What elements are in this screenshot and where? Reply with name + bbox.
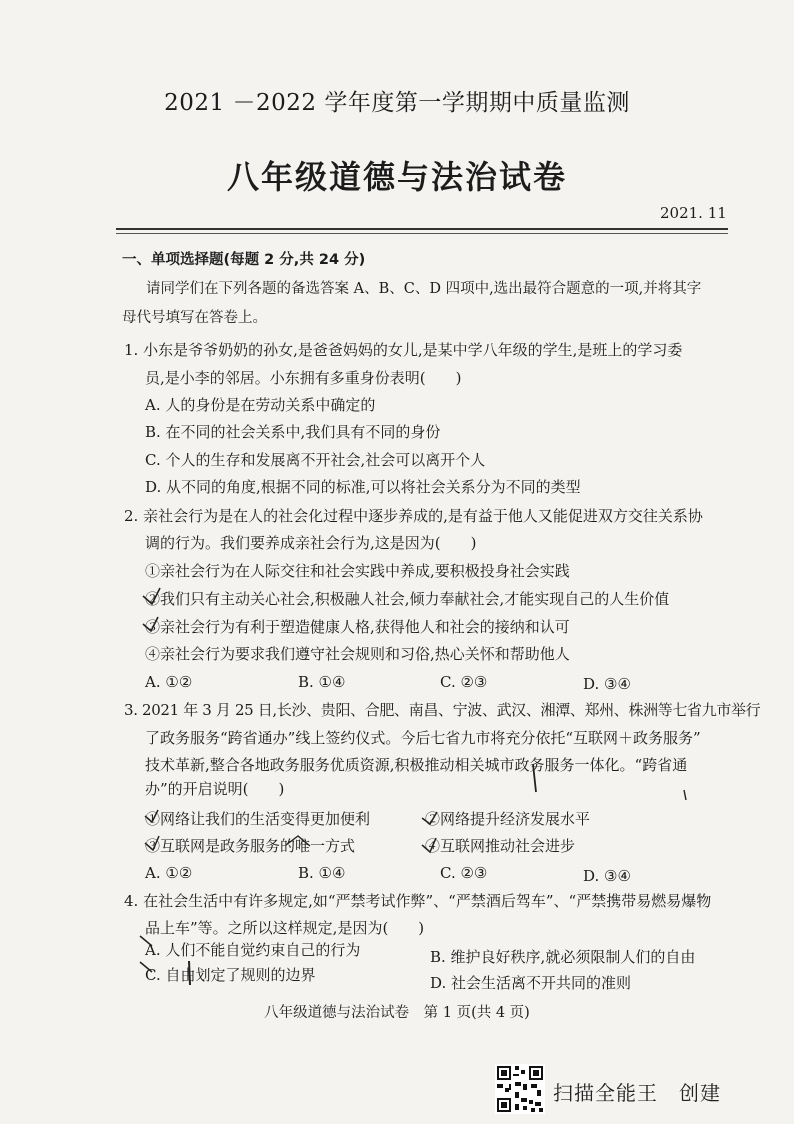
q2-stem-line-2: 调的行为。我们要养成亲社会行为,这是因为( ) xyxy=(145,534,477,552)
q2-option-b: B. ①④ xyxy=(298,673,346,691)
section-heading: 一、单项选择题(每题 2 分,共 24 分) xyxy=(122,252,366,268)
q2-statement-4: ④亲社会行为要求我们遵守社会规则和习俗,热心关怀和帮助他人 xyxy=(145,645,570,663)
q3-statement-3: ③互联网是政务服务的唯一方式 xyxy=(145,837,356,855)
q4-option-d: D. 社会生活离不开共同的准则 xyxy=(430,974,632,992)
q3-stem-line-1: 3. 2021 年 3 月 25 日,长沙、贵阳、合肥、南昌、宁波、武汉、湘潭、郑州、株洲等七省九市举行 xyxy=(124,701,761,719)
q4-stem-line-2: 品上车”等。之所以这样规定,是因为( ) xyxy=(145,919,425,937)
q1-stem-line-1: 1. 小东是爷爷奶奶的孙女,是爸爸妈妈的女儿,是某中学八年级的学生,是班上的学习委 xyxy=(124,341,683,359)
q3-option-b: B. ①④ xyxy=(298,864,346,882)
exam-title: 2021 －2022 学年度第一学期期中质量监测 xyxy=(164,90,630,116)
q4-stem-line-1: 4. 在社会生活中有许多规定,如“严禁考试作弊”、“严禁酒后驾车”、“严禁携带易燃易爆物 xyxy=(124,892,712,910)
q3-statement-2: ②网络提升经济发展水平 xyxy=(425,810,591,828)
page-footer: 八年级道德与法治试卷 第 1 页(共 4 页) xyxy=(264,1005,530,1021)
qr-code-icon xyxy=(495,1064,545,1114)
header-divider-thin xyxy=(116,233,728,234)
header-divider xyxy=(116,228,728,230)
q3-statement-4: ④互联网推动社会进步 xyxy=(425,837,576,855)
instruction-line-1: 请同学们在下列各题的备选答案 A、B、C、D 四项中,选出最符合题意的一项,并将其字 xyxy=(146,281,702,297)
q1-stem-line-2: 员,是小李的邻居。小东拥有多重身份表明( ) xyxy=(145,369,462,387)
q3-stem-line-4: 办”的开启说明( ) xyxy=(145,780,285,798)
q3-option-a: A. ①② xyxy=(145,864,193,882)
q2-statement-1: ①亲社会行为在人际交往和社会实践中养成,要积极投身社会实践 xyxy=(145,562,570,580)
q3-option-d: D. ③④ xyxy=(583,867,631,885)
q2-statement-2: ②我们只有主动关心社会,积极融人社会,倾力奉献社会,才能实现自己的人生价值 xyxy=(145,590,670,608)
q2-statement-3: ③亲社会行为有利于塑造健康人格,获得他人和社会的接纳和认可 xyxy=(145,618,570,636)
q4-option-b: B. 维护良好秩序,就必须限制人们的自由 xyxy=(430,948,696,966)
q2-option-d: D. ③④ xyxy=(583,675,631,693)
q2-option-c: C. ②③ xyxy=(440,673,488,691)
q3-statement-1: ①网络让我们的生活变得更加便利 xyxy=(145,810,371,828)
q2-option-a: A. ①② xyxy=(145,673,193,691)
instruction-line-2: 母代号填写在答卷上。 xyxy=(122,310,267,326)
q1-option-c: C. 个人的生存和发展离不开社会,社会可以离开个人 xyxy=(145,451,486,469)
q3-stem-line-3: 技术革新,整合各地政务服务优质资源,积极推动相关城市政务服务一体化。“跨省通 xyxy=(145,756,688,774)
q4-option-a: A. 人们不能自觉约束自己的行为 xyxy=(145,941,361,959)
q3-stem-line-2: 了政务服务“跨省通办”线上签约仪式。今后七省九市将充分依托“互联网＋政务服务” xyxy=(145,729,701,747)
q2-stem-line-1: 2. 亲社会行为是在人的社会化过程中逐步养成的,是有益于他人又能促进双方交往关系协 xyxy=(124,507,703,525)
scanner-watermark: 扫描全能王 创建 xyxy=(553,1081,721,1105)
exam-subtitle: 八年级道德与法治试卷 xyxy=(226,158,567,196)
q4-option-c: C. 自由划定了规则的边界 xyxy=(145,966,316,984)
q1-option-a: A. 人的身份是在劳动关系中确定的 xyxy=(145,396,376,414)
exam-date: 2021. 11 xyxy=(660,204,727,222)
q1-option-b: B. 在不同的社会关系中,我们具有不同的身份 xyxy=(145,423,441,441)
q3-option-c: C. ②③ xyxy=(440,864,488,882)
q1-option-d: D. 从不同的角度,根据不同的标准,可以将社会关系分为不同的类型 xyxy=(145,478,581,496)
